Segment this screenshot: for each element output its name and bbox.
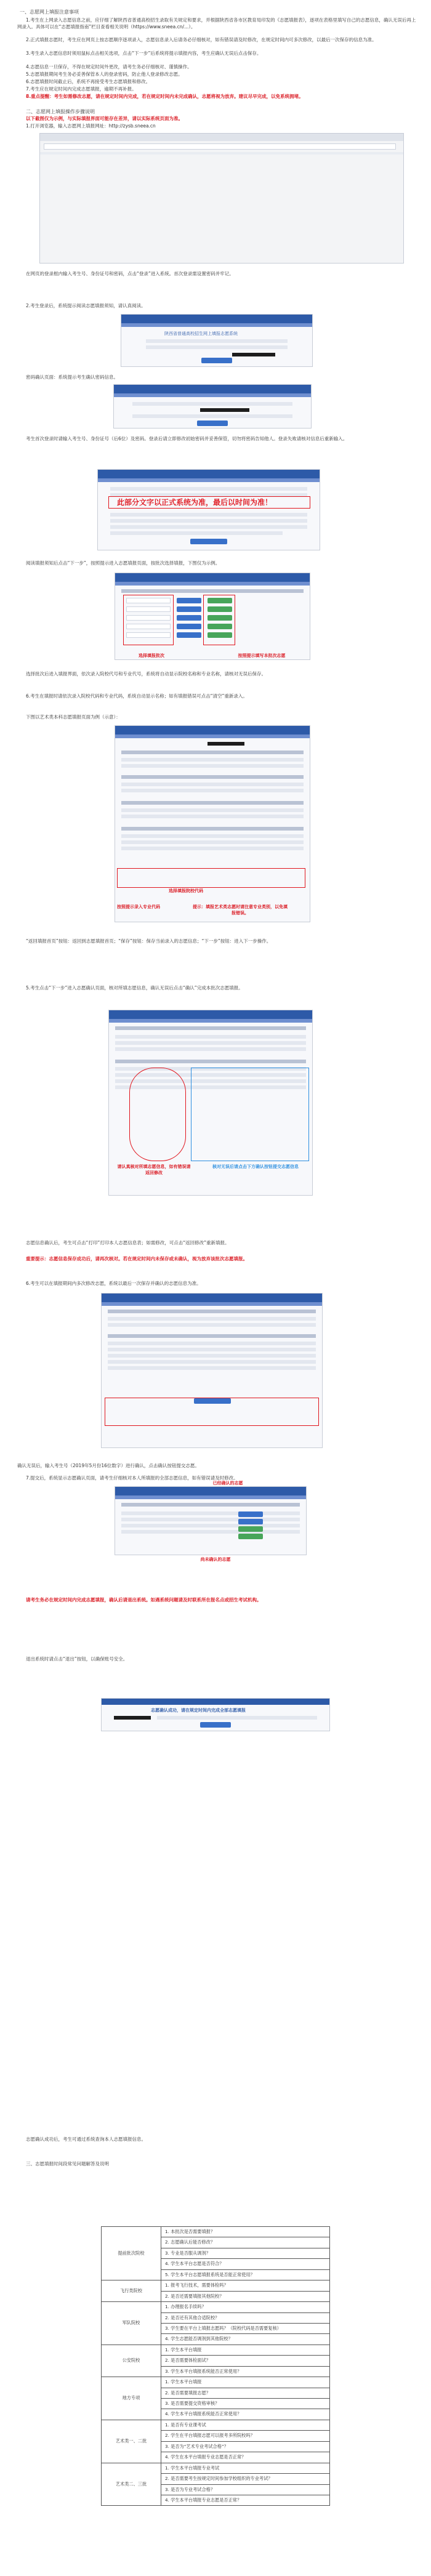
faq-question: 4. 学生本平台填报专业志愿是否正常？ [161,2495,330,2505]
right-box [191,1068,309,1161]
faq-row [102,2377,330,2388]
major-code-note: 按照提示录入专业代码 [117,904,160,909]
section-2-title: 二、志愿网上填报操作步骤说明 [26,109,95,115]
college-code-note: 选择填报院校代码 [169,888,203,893]
faq-question: 3. 专业是否服从调剂？ [161,2248,330,2258]
system-home-screenshot [121,314,313,367]
art-code-box [117,868,305,888]
next-step-button[interactable] [190,539,227,544]
paragraph-read-notice: 2.考生登录后，系统提示阅读志愿填报须知，请认真阅读。 [26,303,146,308]
paragraph-enter-code: 选择批次后进入填报界面，依次录入院校代号和专业代号，系统将自动显示院校名称和专业名称，请核对无误后保存。 [26,671,266,677]
faq-row [102,2227,330,2237]
faq-row [102,2280,330,2291]
paragraph-print: 志愿信息确认后，考生可点击“打印”打印本人志愿信息表；如需修改，可点击“返回修改”重新填报。 [26,1240,230,1246]
faq-category: 艺术类二、三批 [102,2463,161,2506]
confirmed-note: 已经确认的志愿 [212,1481,243,1486]
paragraph-example: 下图以艺术类本科志愿填报页面为例（示意）： [26,714,121,720]
faq-question: 1. 本批次是否需要填报？ [161,2227,330,2237]
paragraph-review: 7.提交后，系统显示志愿确认页面，请考生仔细核对本人所填报的全部志愿信息，如有错误请及时修改。 [26,1475,238,1481]
paragraph-deadline: 请考生务必在规定时间内完成志愿填报，确认后请退出系统。如遇系统问题请及时联系所在报名点或招生考试机构。 [26,1597,262,1603]
login-screenshot [39,133,404,264]
faq-question: 2. 志愿确认后能否修改？ [161,2237,330,2248]
select-batch-note: 选择填报批次 [139,653,164,658]
modify-box [105,1398,319,1426]
section-1-title: 一、志愿网上填报注意事项 [20,9,79,15]
paragraph-8-alert: 8.重点提醒：考生如需修改志愿，请在规定时间内完成，若在规定时间内未完成确认，志愿将视为放弃。建议尽早完成，以免系统拥堵。 [26,94,304,99]
paragraph-next: 阅读填报须知后点击“下一步”，按照提示进入志愿填报页面，按批次选择填报，下图仅为示例。 [26,560,220,566]
check-note: 请认真核对所填志愿信息，如有错误请返回修改 [117,1164,191,1176]
art-warning-note: 提示：填报艺术类志愿时请注意专业类别，以免填报错误。 [193,904,288,916]
faq-question: 4. 学生本平台志愿是否符合？ [161,2259,330,2269]
faq-question: 3. 是否为专业考试合格？ [161,2484,330,2495]
faq-question: 3. 是否为“艺术专业考试合格”？ [161,2441,330,2452]
batch-box [123,595,174,645]
faq-table [101,2226,330,2506]
paragraph-buttons: “返回填报首页”按钮：返回到志愿填报首页；“保存”按钮：保存当前录入的志愿信息；“下一步”按钮：进入下一步操作。 [26,938,272,944]
faq-row [102,2302,330,2312]
paragraph-query: 志愿确认成功后，考生可通过系统查询本人志愿填报信息。 [26,2136,146,2142]
paragraph-password: 密码确认页面：系统提示考生确认密码信息。 [26,374,118,380]
notice-red: 以下截图仅为示例，与实际填报界面可能存在差异，请以实际系统页面为准。 [26,116,183,121]
paragraph-1: 1.考生在上网录入志愿信息之前，应仔细了解陕西省普通高校招生录取有关规定和要求，并根据陕西省各市区教育局印发的《志愿填报表》，逐项在表格里填写自己的志愿信息，确认无误后再上网录入。具体可以在“志愿填报指南”栏目查看相关说明（https://www.sneea.cn/...）。 [17,17,416,30]
paragraph-3: 3.考生录入志愿信息时须用鼠标点击相关选项，点击“下一步”后系统将提示填报内容，考生应确认无误后点击保存。 [26,50,262,56]
paragraph-id: 确认无误后，输入考生号（2019年5月份16位数字）进行确认，点击确认按钮提交志愿。 [17,1463,199,1468]
faq-category: 公安院校 [102,2345,161,2377]
faq-question: 1. 学生本平台填报专业考试 [161,2463,330,2473]
left-ellipse [129,1068,186,1161]
faq-question: 1. 学生本平台填报 [161,2377,330,2388]
faq-category: 军队院校 [102,2302,161,2345]
password-screenshot [113,384,312,429]
faq-category: 艺术类一、二批 [102,2420,161,2463]
confirm-password-button[interactable] [197,421,228,426]
faq-question: 2. 学生在平台填报志愿可以报考多所院校吗？ [161,2431,330,2441]
submit-note: 核对无误后请点击下方确认按钮提交志愿信息 [212,1164,299,1169]
faq-category: 飞行类院校 [102,2280,161,2302]
faq-question: 3. 学生要在平台上填报志愿吗？（院校代码是否需要复核） [161,2323,330,2333]
faq-question: 2. 是否还有其他合适院校？ [161,2312,330,2323]
paragraph-modify: 6.考生可以在填报期间内多次修改志愿，系统以最后一次保存并确认的志愿信息为准。 [26,1281,201,1286]
paragraph-5: 5.志愿填报期间考生务必妥善保管本人的登录密码，防止他人登录修改志愿。 [26,71,183,77]
faq-question: 2. 是否需要填报志愿？ [161,2388,330,2398]
faq-question: 3. 学生本平台填报系统能否正常使用？ [161,2366,330,2377]
faq-row [102,2345,330,2355]
notice-screenshot [97,469,320,550]
paragraph-2: 2.正式填报志愿时，考生应在网页上按志愿顺序逐项录入，志愿信息录入后请务必仔细核对，如有错误请及时修改，在规定时间内可多次修改，以最后一次保存的信息为准。 [26,37,377,42]
success-title: 志愿确认成功，请在规定时间内完成全部志愿填报 [151,1708,246,1713]
faq-question: 5. 学生本平台志愿填报系统是否能正常使用？ [161,2269,330,2280]
faq-question: 1. 学生本平台填报 [161,2345,330,2355]
faq-question: 4. 学生志愿能否调剂到其他院校？ [161,2334,330,2345]
faq-question: 1. 报考飞行技术，需要体检吗？ [161,2280,330,2291]
unconfirmed-note: 尚未确认的志愿 [200,1557,231,1562]
paragraph-4: 4.志愿信息一旦保存，不得在规定时间外更改，请考生务必仔细核对、谨慎操作。 [26,64,192,70]
faq-question: 3. 是否需要提交资格审核？ [161,2399,330,2409]
faq-row [102,2463,330,2473]
fill-batch-note: 按照提示填写本批次志愿 [238,653,286,658]
paragraph-first-login: 考生首次登录时请输入考生号、身份证号（后6位）及密码。登录后请立即修改初始密码并妥善保管，切勿将密码告知他人。登录失败请核对信息后重新输入。 [26,436,348,441]
faq-question: 2. 是否需要考生按规定时间参加学校组织的专业考试？ [161,2474,330,2484]
faq-row [102,2420,330,2430]
paragraph-7: 7.考生应在规定时间内完成志愿填报，逾期不再补报。 [26,86,137,92]
faq-category: 地方专项 [102,2377,161,2420]
official-note: 此部分文字以正式系统为准，最后以时间为准！ [117,498,273,507]
paragraph-warning: 重要提示：志愿信息保存成功后，请再次核对。若在规定时间内未保存或未确认，视为放弃该批次志愿填报。 [26,1256,248,1262]
faq-question: 1. 办理报名手续吗？ [161,2302,330,2312]
fill-box [203,595,235,645]
system-caption: 陕西省普通高校招生网上填报志愿系统 [164,331,238,336]
faq-category: 提前批次院校 [102,2227,161,2280]
paragraph-login: 在网页的登录框内输入考生号、身份证号和密码，点击“登录”进入系统。首次登录需设置密码并牢记。 [26,271,234,276]
success-screenshot [101,1698,330,1731]
faq-title: 三、志愿填报时间段常见问题解答及说明 [26,2161,109,2167]
faq-question: 2. 是否需要体检面试？ [161,2356,330,2366]
confirmed-list-screenshot [115,1486,307,1555]
faq-question: 4. 学生本平台填报系统能否正常使用？ [161,2409,330,2420]
paragraph-confirm: 5.考生点击“下一步”进入志愿确认页面，核对所填志愿信息，确认无误后点击“确认”完成本批次志愿填报。 [26,985,243,991]
paragraph-code-hint: 6.考生在填报时请依次录入院校代码和专业代码，系统自动显示名称；如有填报错误可点击“清空”重新录入。 [26,693,248,699]
faq-question: 2. 是否还需要填报其他院校？ [161,2291,330,2301]
paragraph-url: 1.打开浏览器，输入志愿网上填报网址：http://zysb.sneea.cn [26,123,156,129]
paragraph-logout: 退出系统时请点击“退出”按钮，以确保账号安全。 [26,1656,128,1662]
logout-button[interactable] [200,1722,231,1728]
faq-question: 1. 是否有专业课考试 [161,2420,330,2430]
faq-question: 4. 学生在本平台填报专业志愿是否正常？ [161,2452,330,2463]
enter-button[interactable] [201,358,232,363]
paragraph-6: 6.志愿填报时间截止后，系统不再接受考生志愿填报和修改。 [26,79,151,84]
